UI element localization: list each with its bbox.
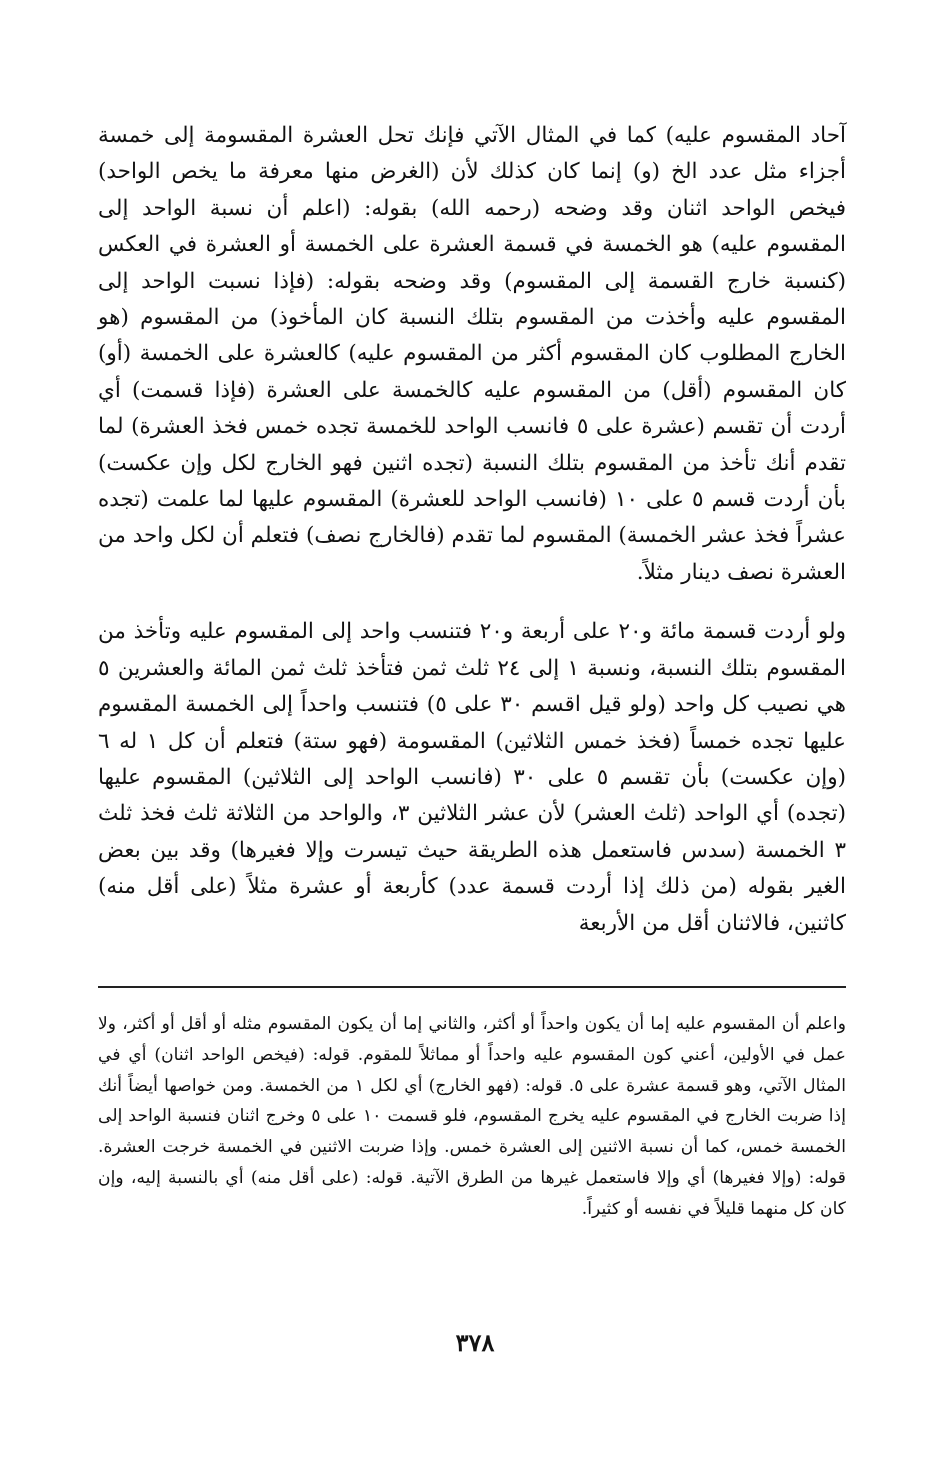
main-paragraph-1: آحاد المقسوم عليه) كما في المثال الآتي فإنك تحل العشرة المقسومة إلى خمسة أجزاء مثل عدد الخ (و) إنما كان كذلك لأن (الغرض منها معرفة ما يخص الواحد) فيخص الواحد اثنان وقد وضحه (رحمه الله) بقوله: (اعلم أن نسبة الواحد إلى المقسوم عليه) هو الخمسة في قسمة العشرة على الخمسة أو العشرة في العكس (كنسبة خارج القسمة إلى المقسوم) وقد وضحه بقوله: (فإذا نسبت الواحد إلى المقسوم عليه وأخذت من المقسوم بتلك النسبة كان المأخوذ) من المقسوم (هو الخارج المطلوب كان المقسوم أكثر من المقسوم عليه) كالعشرة على الخمسة (أو) كان المقسوم (أقل) من المقسوم عليه كالخمسة على العشرة (فإذا قسمت) أي أردت أن تقسم (عشرة على ٥ فانسب الواحد للخمسة تجده خمس فخذ العشرة) لما تقدم أنك تأخذ من المقسوم بتلك النسبة (تجده اثنين فهو الخارج لكل وإن عكست) بأن أردت قسم ٥ على ١٠ (فانسب الواحد للعشرة) المقسوم عليها لما علمت (تجده عشراً فخذ عشر الخمسة) المقسوم لما تقدم (فالخارج نصف) فتعلم أن لكل واحد من العشرة نصف دينار مثلاً. — [98, 123, 847, 585]
footnote-text: واعلم أن المقسوم عليه إما أن يكون واحداً أو أكثر، والثاني إما أن يكون المقسوم مثله أو أقل أو أكثر، ولا عمل في الأولين، أعني كون المقسوم عليه واحداً أو مماثلاً للمقوم. قوله: (فيخص الواحد اثنان) أي في المثال الآتي، وهو قسمة عشرة على ٥. قوله: (فهو الخارج) أي لكل ١ من الخمسة. ومن خواصها أيضاً أنك إذا ضربت الخارج في المقسوم عليه يخرج المقسوم، فلو قسمت ١٠ على ٥ وخرج اثنان فنسبة الواحد إلى الخمسة خمس، كما أن نسبة الاثنين إلى العشرة خمس. وإذا ضربت الاثنين في الخمسة خرجت العشرة. قوله: (وإلا فغيرها) أي وإلا فاستعمل غيرها من الطرق الآتية. قوله: (على أقل منه) أي بالنسبة إليه، وإن كان كل منهما قليلاً في نفسه أو كثيراً. — [98, 1014, 846, 1219]
footnotes-block — [98, 1009, 846, 1225]
main-text-block — [98, 118, 846, 942]
footnote-separator — [98, 986, 846, 988]
page-number: ٣٧٨ — [455, 1328, 495, 1357]
main-paragraph-2: ولو أردت قسمة مائة و٢٠ على أربعة و٢٠ فتنسب واحد إلى المقسوم عليه وتأخذ من المقسوم بتلك النسبة، ونسبة ١ إلى ٢٤ ثلث ثمن فتأخذ ثلث ثمن المائة والعشرين ٥ هي نصيب كل واحد (ولو قيل اقسم ٣٠ على ٥) فتنسب واحداً إلى الخمسة المقسوم عليها تجده خمساً (فخذ خمس الثلاثين) المقسومة (فهو ستة) فتعلم أن كل ١ له ٦ (وإن عكست) بأن تقسم ٥ على ٣٠ (فانسب الواحد إلى الثلاثين) المقسوم عليها (تجده) أي الواحد (ثلث العشر) لأن عشر الثلاثين ٣، والواحد من الثلاثة ثلث فخذ ثلث ٣ الخمسة (سدس فاستعمل هذه الطريقة حيث تيسرت وإلا فغيرها) وقد بين بعض الغير بقوله (من ذلك إذا أردت قسمة عدد) كأربعة أو عشرة مثلاً (على أقل منه) كاثنين، فالاثنان أقل من الأربعة — [98, 619, 847, 936]
